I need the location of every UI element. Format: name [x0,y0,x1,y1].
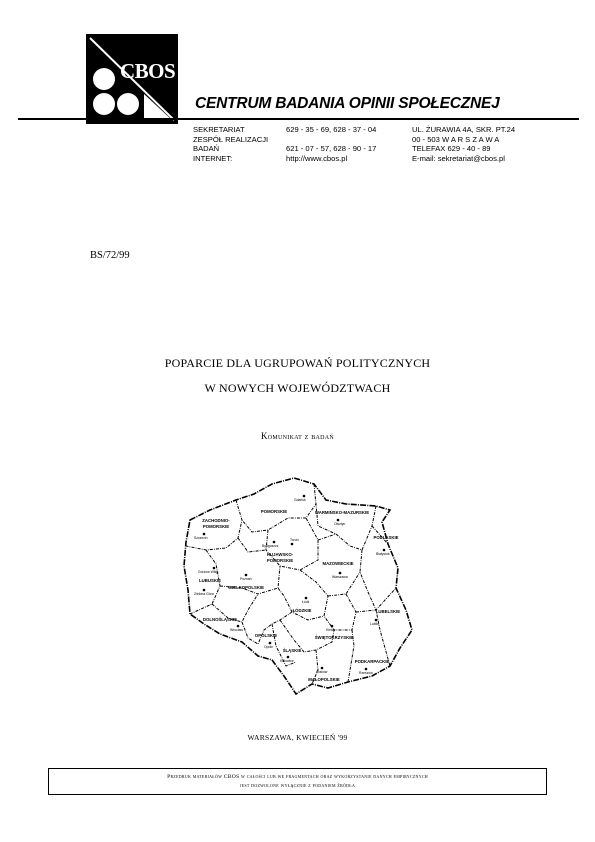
city-label: Zielona Góra [194,592,214,596]
city-label: Wrocław [230,628,243,632]
address-line: UL. ŻURAWIA 4A, SKR. PT.24 [412,125,516,134]
region-label: LUBELSKIE [375,609,401,614]
report-subtitle: Komunikat z badań [260,431,335,441]
region-label: ZACHODNIO- [202,518,230,523]
region-label: ŚLĄSKIE [282,648,302,653]
copyright-notice-box [48,768,547,795]
contact-value: 621 - 07 - 57, 628 - 90 - 17 [286,144,377,153]
region-label: ŁÓDZKIE [292,608,312,613]
region-label: LUBUSKIE [199,578,221,583]
city-label: Białystok [376,552,390,556]
region-label: DOLNOŚLĄSKIE [202,617,238,622]
city-label: Kraków [316,670,328,674]
region-label: OPOLSKIE [254,633,278,638]
contact-values [286,125,376,163]
region-label: PODKARPACKIE [354,659,390,664]
contact-value: 629 - 35 - 69, 628 - 37 - 04 [286,125,377,134]
city-label: Łódź [302,600,310,604]
contact-label: ZESPÓŁ REALIZACJI [193,134,269,144]
region-label: POMORSKIE [260,509,288,514]
report-title-line-2: W NOWYCH WOJEWÓDZTWACH [204,381,391,395]
report-title-line-1: POPARCIE DLA UGRUPOWAŃ POLITYCZNYCH [164,356,431,370]
contact-label: BADAŃ [193,144,220,153]
contact-value [286,135,376,145]
city-label: Opole [264,645,274,649]
city-label: Poznań [240,577,252,581]
region-label: WARMIŃSKO-MAZURSKIE [314,510,370,515]
organization-name: CENTRUM BADANIA OPINII SPOŁECZNEJ [195,95,500,112]
region-label: POMORSKIE [266,558,294,563]
address-line: TELEFAX 629 - 40 - 89 [412,144,491,153]
city-label: Toruń [290,538,299,542]
region-label: MAŁOPOLSKIE [308,677,340,682]
city-label: Olsztyn [334,522,346,526]
city-label: Katowice [280,659,294,663]
notice-line: jest dozwolone wyłącznie z podaniem źródła [239,783,356,789]
contact-label: INTERNET: [193,153,233,163]
logo-text: CBOS [120,59,176,83]
region-label: ŚWIĘTOKRZYSKIE [314,635,354,640]
poland-voivodeships-map [176,470,426,700]
cbos-logo [86,34,178,124]
document-number: BS/72/99 [90,250,130,261]
city-label: Bydgoszcz [262,544,279,548]
place-and-date: WARSZAWA, KWIECIEŃ '99 [247,733,348,742]
city-label: Lublin [370,622,380,626]
notice-line: Przedruk materiałów CBOS w całości lub we fragmentach oraz wykorzystanie danych empirycznych [167,774,428,780]
city-label: Szczecin [194,536,208,540]
contact-label: SEKRETARIAT [193,125,245,134]
city-label: Rzeszów [359,671,373,675]
city-label: Gorzów Wlkp. [198,570,220,574]
contact-labels [193,125,268,163]
city-label: Warszawa [332,575,348,579]
region-label: KUJAWSKO- [266,552,294,557]
address-block [412,125,515,163]
email-line[interactable]: E-mail: sekretariat@cbos.pl [412,153,505,163]
region-label: POMORSKIE [202,524,230,529]
contact-value[interactable]: http://www.cbos.pl [286,153,348,163]
address-line: 00 - 503 W A R S Z A W A [412,134,500,144]
city-label: Kielce [326,628,336,632]
region-label: MAZOWIECKIE [322,561,354,566]
region-label: PODLASKIE [373,535,399,540]
region-label: WIELKOPOLSKIE [227,585,265,590]
city-label: Gdańsk [294,498,306,502]
header-divider [18,118,579,120]
